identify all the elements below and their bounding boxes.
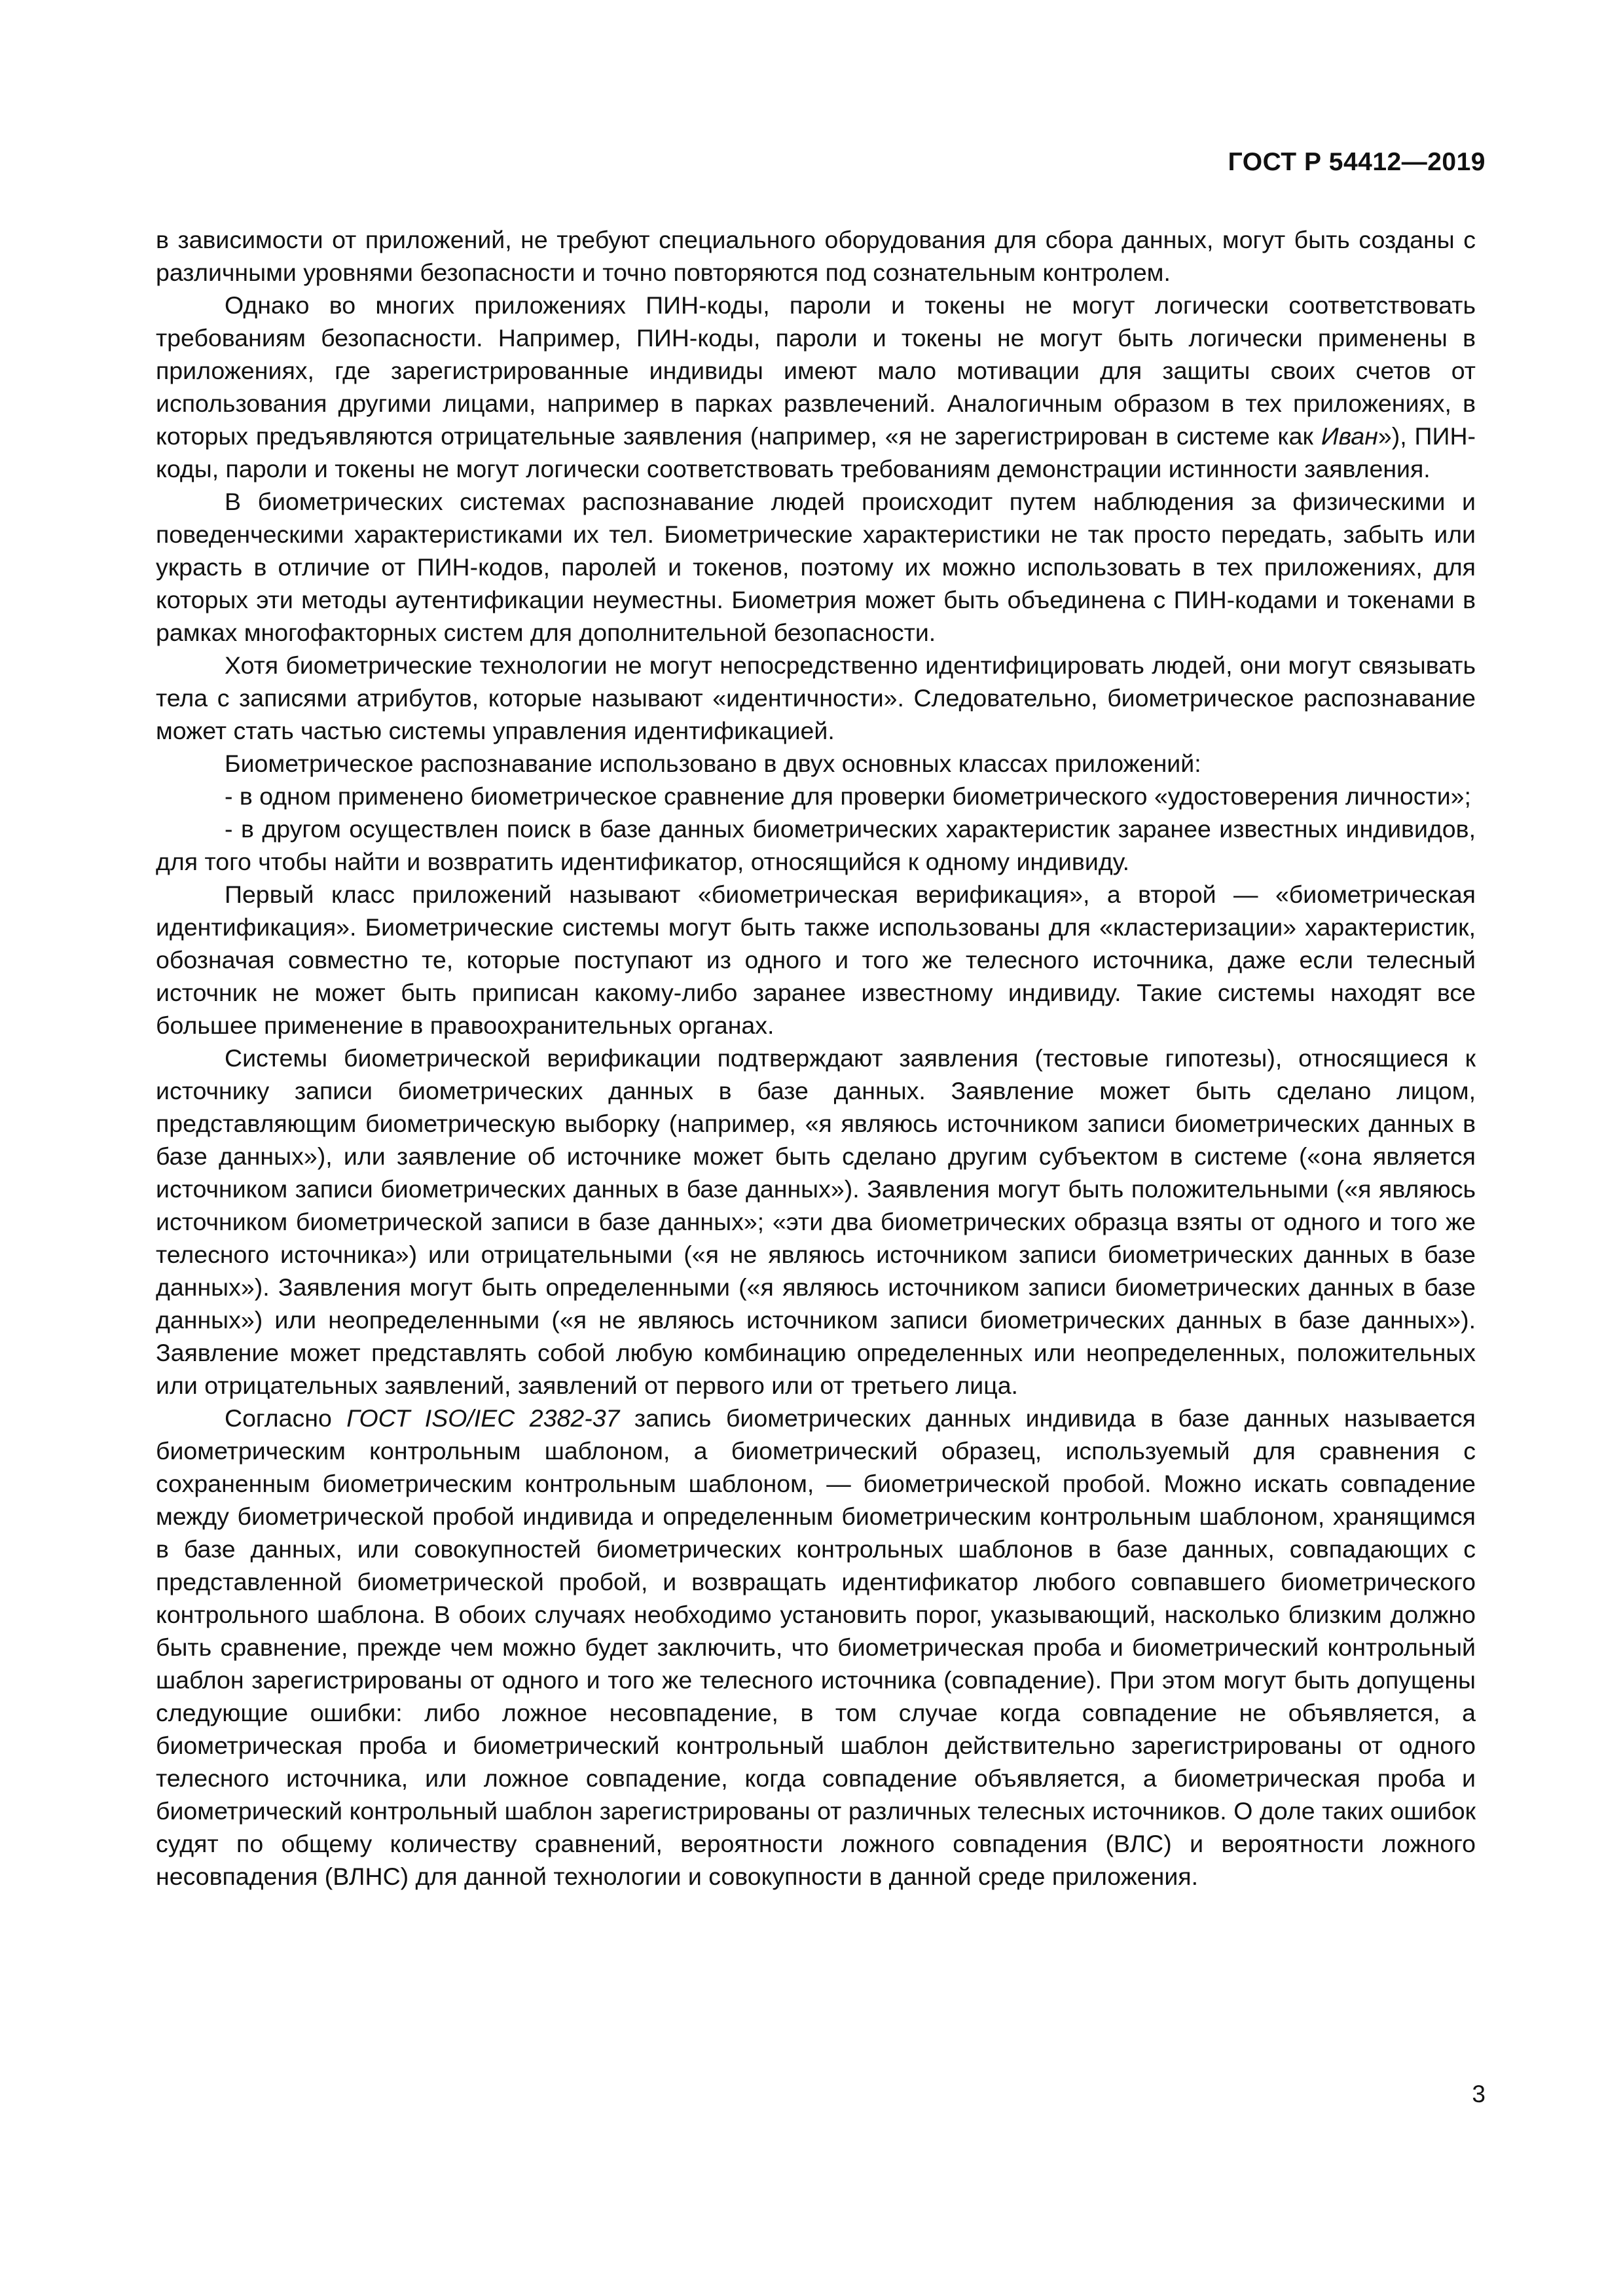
paragraph: Биометрическое распознавание использовано в двух основных классах приложений: — [225, 750, 1201, 777]
paragraph-text: Однако во многих приложениях ПИН-коды, пароли и токены не могут логически соответствовать требованиям безопасности. Например, ПИН-коды, пароли и токены не могут быть логически применены в приложениях, где зарегистрированные индивиды имеют мало мотивации для защиты своих счетов от использования другими лицами, например в парках развлечений. Аналогичным образом в тех приложениях, в которых предъявляются отрицательные заявления (например, «я не зарегистрирован в системе как — [156, 291, 1476, 450]
paragraph: Первый класс приложений называют «биометрическая верификация», а второй — «биометрическая идентификация». Биометрические системы могут быть также использованы для «кластеризации» характеристик, обозначая совместно те, которые поступают из одного и того же телесного источника, даже если телесный источник не может быть приписан какому-либо заранее известному индивиду. Такие системы находят все большее применение в правоохранительных органах. — [156, 881, 1476, 1039]
paragraph — [156, 1402, 1476, 1893]
paragraph-text: »), ПИН-коды, пароли и токены не могут логически соответствовать требованиям демонстрации истинности заявления. — [156, 422, 1476, 483]
paragraph: В биометрических системах распознавание людей происходит путем наблюдения за физическими и поведенческими характеристиками их тел. Биометрические характеристики не так просто передать, забыть или украсть в отличие от ПИН-кодов, паролей и токенов, поэтому их можно использовать в тех приложениях, для которых эти методы аутентификации неуместны. Биометрия может быть объединена с ПИН-кодами и токенами в рамках многофакторных систем для дополнительной безопасности. — [156, 488, 1476, 646]
list-item: - в одном применено биометрическое сравнение для проверки биометрического «удостоверения личности»; — [225, 782, 1471, 810]
list-item: - в другом осуществлен поиск в базе данных биометрических характеристик заранее известных индивидов, для того чтобы найти и возвратить идентификатор, относящийся к одному индивиду. — [156, 815, 1476, 875]
paragraph: в зависимости от приложений, не требуют специального оборудования для сбора данных, могут быть созданы с различными уровнями безопасности и точно повторяются под сознательным контролем. — [156, 226, 1476, 286]
italic-reference: ГОСТ ISO/IEC 2382-37 — [346, 1404, 620, 1432]
paragraph: Системы биометрической верификации подтверждают заявления (тестовые гипотезы), относящиеся к источнику записи биометрических данных в базе данных. Заявление может быть сделано лицом, представляющим биометрическую выборку (например, «я являюсь источником записи биометрических данных в базе данных»), или заявление об источнике может быть сделано другим субъектом в системе («она является источником записи биометрических данных в базе данных»). Заявления могут быть положительными («я являюсь источником биометрической записи в базе данных»; «эти два биометрических образца взяты от одного и того же телесного источника») или отрицательными («я не являюсь источником записи биометрических данных в базе данных»). Заявления могут быть определенными («я являюсь источником записи биометрических данных в базе данных») или неопределенными («я не являюсь источником записи биометрических данных в базе данных»). Заявление может представлять собой любую комбинацию определенных или неопределенных, положительных или отрицательных заявлений, заявлений от первого или от третьего лица. — [156, 1044, 1476, 1399]
italic-name: Иван — [1321, 422, 1378, 450]
document-body — [156, 223, 1476, 1893]
paragraph — [156, 289, 1476, 485]
document-header — [1228, 148, 1486, 177]
paragraph-text: запись биометрических данных индивида в базе данных называется биометрическим контрольным шаблоном, а биометрический образец, используемый для сравнения с сохраненным биометрическим контрольным шаблоном, — биометрической пробой. Можно искать совпадение между биометрической пробой индивида и определенным биометрическим контрольным шаблоном, хранящимся в базе данных, или совокупностей биометрических контрольных шаблонов в базе данных, совпадающих с представленной биометрической пробой, и возвращать идентификатор любого совпавшего биометрического контрольного шаблона. В обоих случаях необходимо установить порог, указывающий, насколько близким должно быть сравнение, прежде чем можно будет заключить, что биометрическая проба и биометрический контрольный шаблон зарегистрированы от одного и того же телесного источника (совпадение). При этом могут быть допущены следующие ошибки: либо ложное несовпадение, в том случае когда совпадение не объявляется, а биометрическая проба и биометрический контрольный шаблон действительно зарегистрированы от одного телесного источника, или ложное совпадение, когда совпадение объявляется, а биометрическая проба и биометрический контрольный шаблон зарегистрированы от различных телесных источников. О доле таких ошибок судят по общему количеству сравнений, вероятности ложного совпадения (ВЛС) и вероятности ложного несовпадения (ВЛНС) для данной технологии и совокупности в данной среде приложения. — [156, 1404, 1476, 1890]
paragraph: Хотя биометрические технологии не могут непосредственно идентифицировать людей, они могут связывать тела с записями атрибутов, которые называют «идентичности». Следовательно, биометрическое распознавание может стать частью системы управления идентификацией. — [156, 651, 1476, 744]
paragraph-text: Согласно — [225, 1404, 347, 1432]
page-number: 3 — [1472, 2081, 1486, 2107]
standard-id: ГОСТ Р 54412—2019 — [1228, 148, 1486, 176]
